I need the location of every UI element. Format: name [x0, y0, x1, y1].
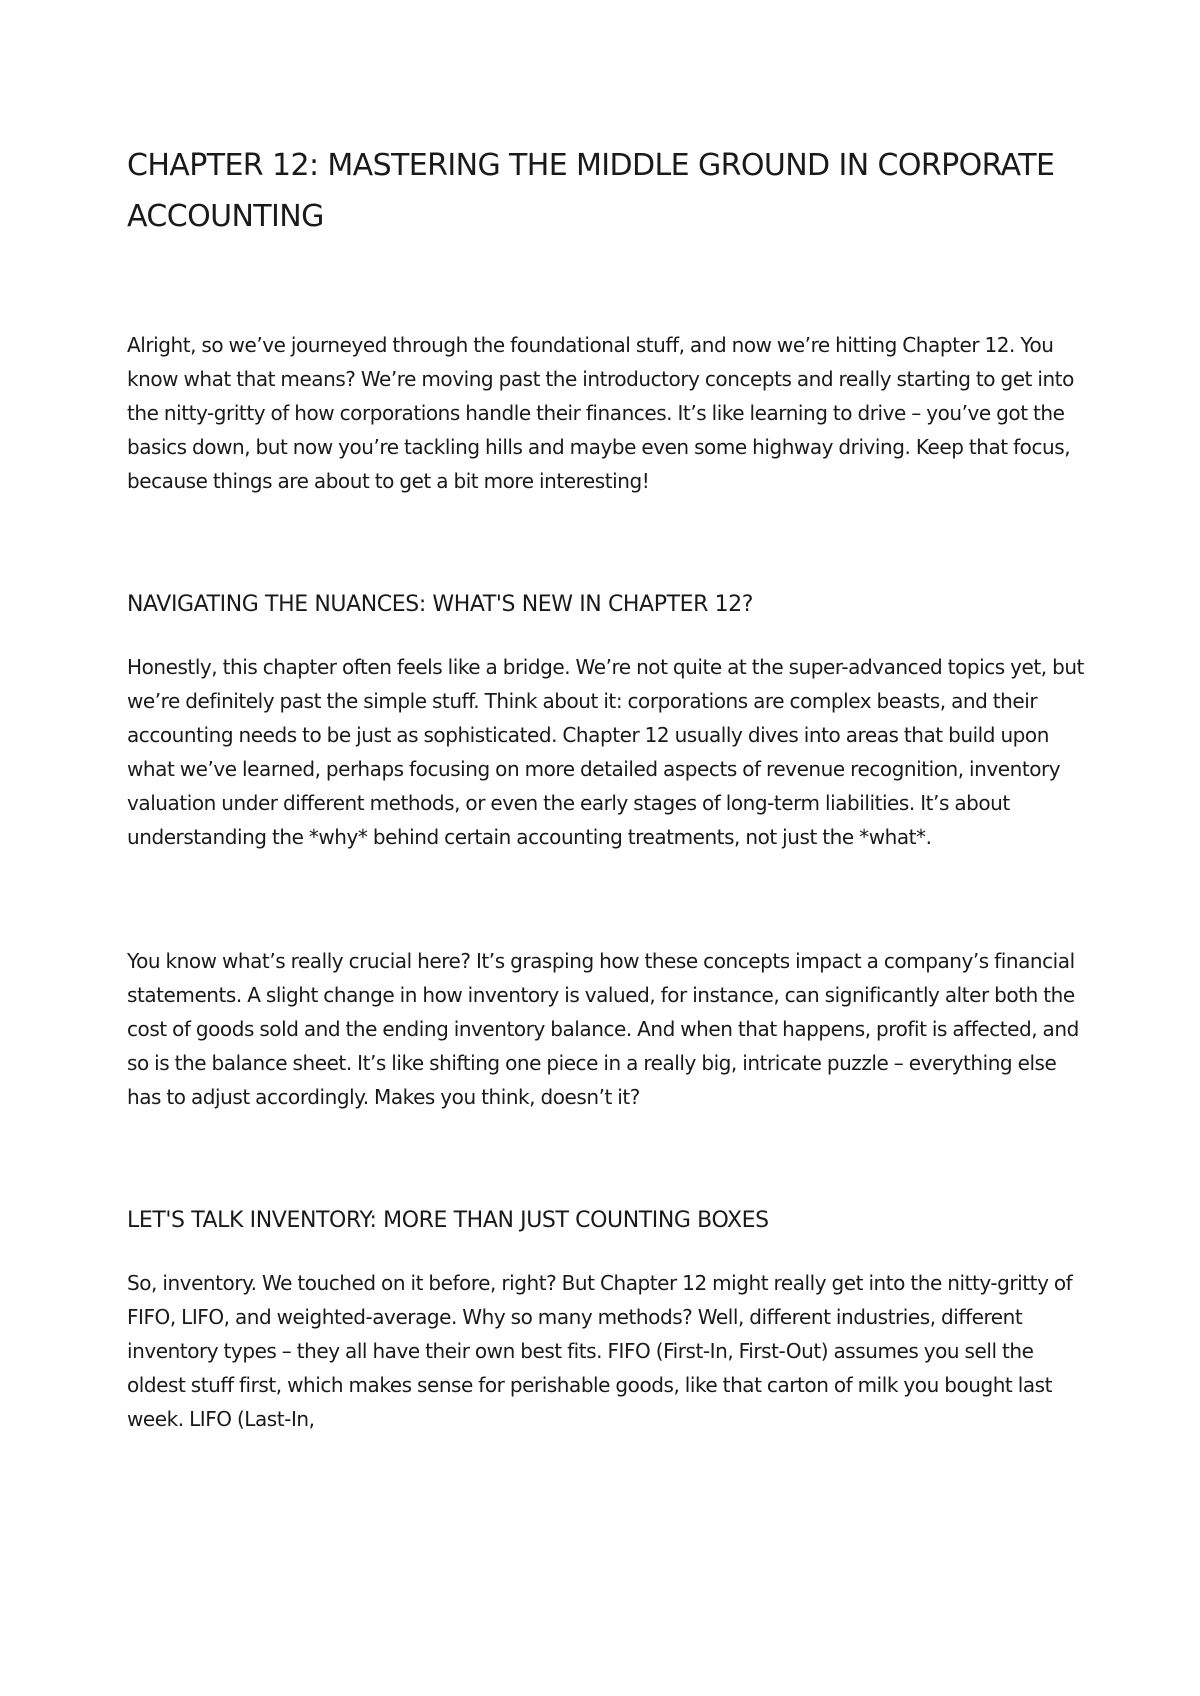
- section-paragraph: Honestly, this chapter often feels like a bridge. We’re not quite at the super-advanced topics yet, but we’re definitely past the simple stuff. Think about it: corporations are complex beasts, and their accounting needs to be just as sophisticated. Chapter 12 usually dives into areas that build upon what we’ve learned, perhaps focusing on more detailed aspects of revenue recognition, inventory valuation under different methods, or even the early stages of long-term liabilities. It’s about understanding the *why* behind certain accounting treatments, not just the *what*.: [127, 655, 1084, 849]
- section-heading-inventory: LET'S TALK INVENTORY: MORE THAN JUST COUNTING BOXES: [127, 1208, 769, 1233]
- section-paragraph: You know what’s really crucial here? It’s grasping how these concepts impact a company’s financial statements. A slight change in how inventory is valued, for instance, can significantly alter both the cost of goods sold and the ending inventory balance. And when that happens, profit is affected, and so is the balance sheet. It’s like shifting one piece in a really big, intricate puzzle – everything else has to adjust accordingly. Makes you think, doesn’t it?: [127, 949, 1079, 1109]
- document-page: [127, 140, 1087, 1436]
- intro-paragraph: Alright, so we’ve journeyed through the foundational stuff, and now we’re hitting Chapter 12. You know what that means? We’re moving past the introductory concepts and really starting to get into the nitty-gritty of how corporations handle their finances. It’s like learning to drive – you’ve got the basics down, but now you’re tackling hills and maybe even some highway driving. Keep that focus, because things are about to get a bit more interesting!: [127, 333, 1074, 493]
- section-heading-nuances: NAVIGATING THE NUANCES: WHAT'S NEW IN CHAPTER 12?: [127, 592, 754, 617]
- chapter-title: CHAPTER 12: MASTERING THE MIDDLE GROUND IN CORPORATE ACCOUNTING: [127, 148, 1055, 234]
- section-paragraph: So, inventory. We touched on it before, right? But Chapter 12 might really get into the nitty-gritty of FIFO, LIFO, and weighted-average. Why so many methods? Well, different industries, different inventory types – they all have their own best fits. FIFO (First-In, First-Out) assumes you sell the oldest stuff first, which makes sense for perishable goods, like that carton of milk you bought last week. LIFO (Last-In,: [127, 1271, 1073, 1431]
